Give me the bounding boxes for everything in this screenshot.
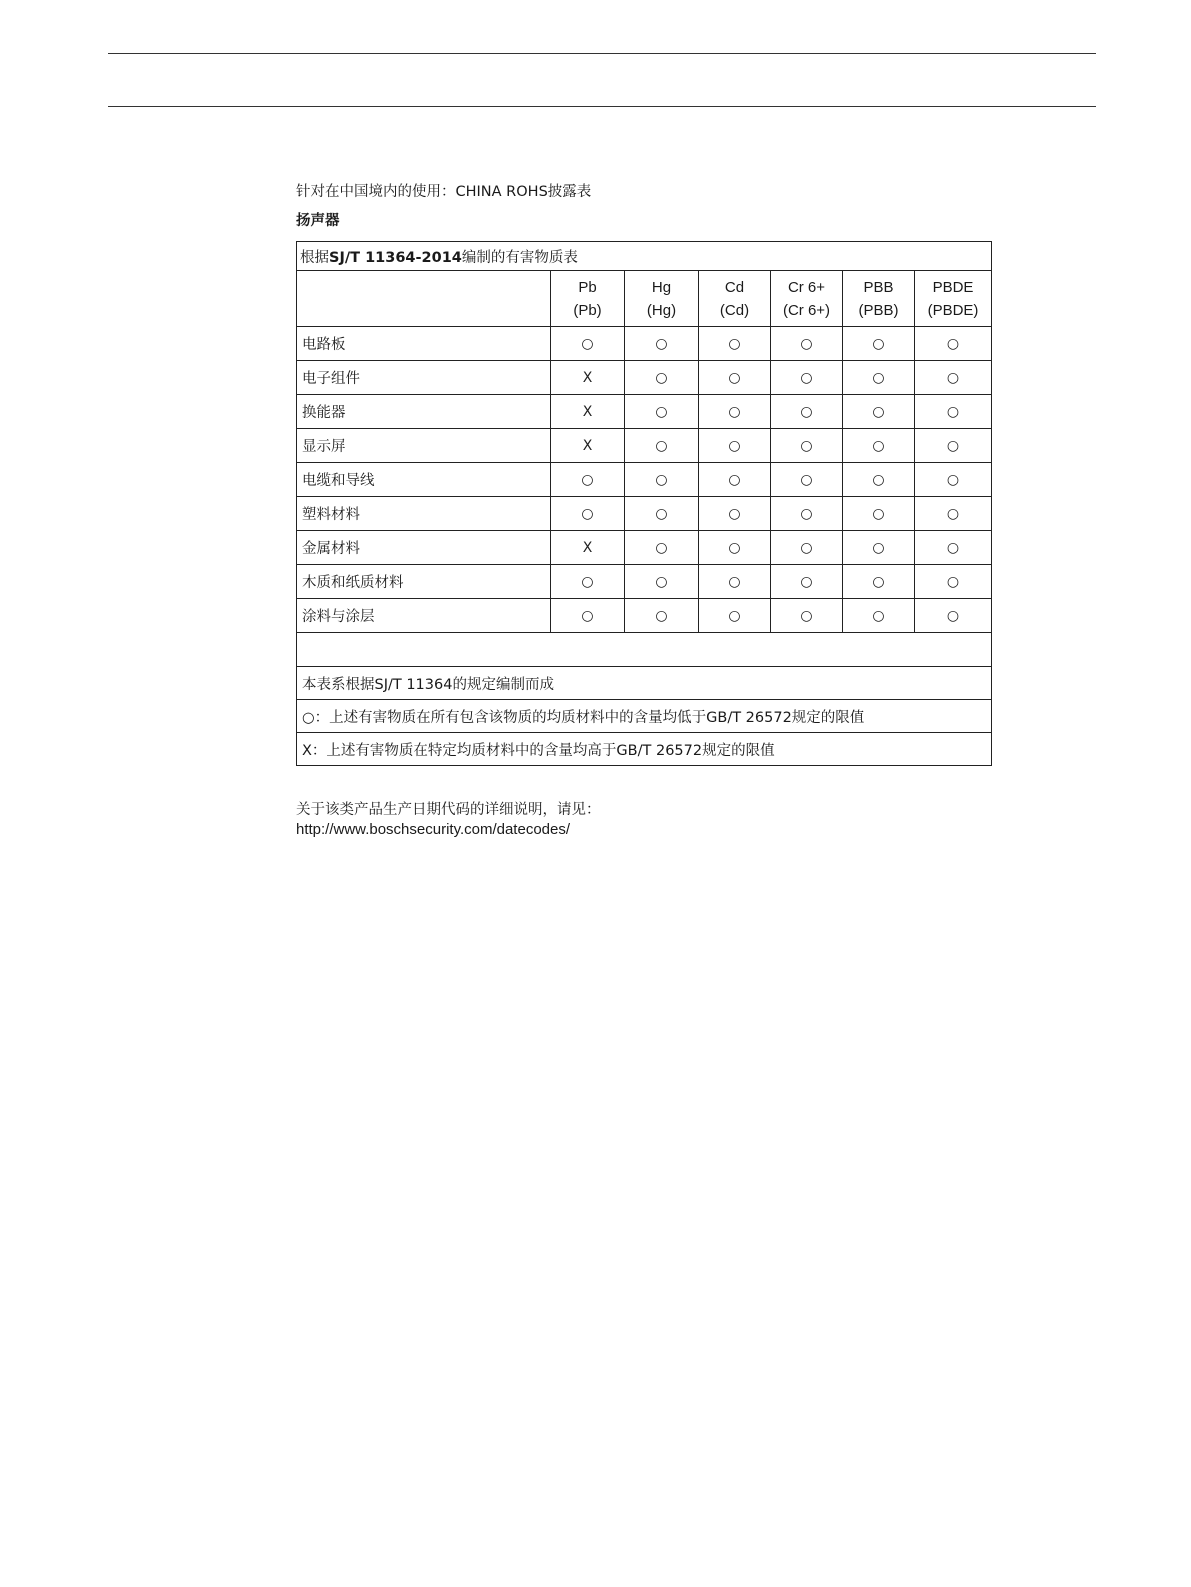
note-row bbox=[297, 733, 992, 766]
substance-mark: ○ bbox=[551, 565, 625, 599]
substance-symbol: Hg bbox=[651, 278, 672, 296]
substance-mark: ○ bbox=[915, 361, 992, 395]
substance-mark: ○ bbox=[771, 463, 843, 497]
substance-mark: ○ bbox=[699, 463, 771, 497]
substance-mark: ○ bbox=[771, 599, 843, 633]
substance-mark: ○ bbox=[915, 463, 992, 497]
substance-mark: ○ bbox=[771, 565, 843, 599]
substance-mark: ○ bbox=[915, 599, 992, 633]
datecode-link[interactable]: http://www.boschsecurity.com/datecodes/ bbox=[296, 821, 571, 838]
substance-symbol: Pb bbox=[578, 278, 597, 296]
substance-mark: ○ bbox=[771, 429, 843, 463]
note-row bbox=[297, 667, 992, 700]
spacer-row bbox=[297, 633, 992, 667]
substance-symbol-paren: (Cr 6+) bbox=[782, 301, 831, 319]
substance-mark: ○ bbox=[699, 327, 771, 361]
substance-mark: ○ bbox=[625, 327, 699, 361]
substance-symbol-paren: (Cd) bbox=[719, 301, 750, 319]
substance-mark: X bbox=[551, 395, 625, 429]
part-name: 电路板 bbox=[297, 327, 551, 361]
substance-mark: ○ bbox=[551, 599, 625, 633]
substance-mark: ○ bbox=[625, 565, 699, 599]
substance-mark: ○ bbox=[771, 497, 843, 531]
spacer-cell bbox=[297, 633, 992, 667]
substance-symbol-paren: (PBDE) bbox=[927, 301, 979, 319]
table-row bbox=[297, 531, 992, 565]
part-name: 显示屏 bbox=[297, 429, 551, 463]
substance-mark: ○ bbox=[771, 531, 843, 565]
part-name: 金属材料 bbox=[297, 531, 551, 565]
substance-mark: ○ bbox=[551, 327, 625, 361]
substance-mark: ○ bbox=[625, 395, 699, 429]
substance-mark: ○ bbox=[625, 463, 699, 497]
hazardous-substance-table bbox=[296, 241, 992, 766]
substance-mark: ○ bbox=[915, 565, 992, 599]
caption-suffix: 编制的有害物质表 bbox=[461, 249, 578, 266]
table-row bbox=[297, 565, 992, 599]
table-row bbox=[297, 361, 992, 395]
substance-mark: ○ bbox=[843, 599, 915, 633]
substance-mark: ○ bbox=[915, 531, 992, 565]
part-name: 木质和纸质材料 bbox=[297, 565, 551, 599]
substance-mark: ○ bbox=[843, 361, 915, 395]
substance-header bbox=[551, 271, 625, 327]
substance-symbol: PBDE bbox=[932, 278, 974, 296]
substance-mark: X bbox=[551, 531, 625, 565]
part-name: 塑料材料 bbox=[297, 497, 551, 531]
substance-header bbox=[699, 271, 771, 327]
substance-mark: ○ bbox=[915, 497, 992, 531]
substance-mark: ○ bbox=[843, 429, 915, 463]
substance-mark: ○ bbox=[699, 361, 771, 395]
substance-mark: ○ bbox=[699, 565, 771, 599]
substance-mark: ○ bbox=[625, 531, 699, 565]
caption-prefix: 根据 bbox=[300, 249, 329, 266]
substance-mark: ○ bbox=[699, 497, 771, 531]
table-row bbox=[297, 599, 992, 633]
substance-mark: ○ bbox=[625, 361, 699, 395]
substance-mark: ○ bbox=[771, 327, 843, 361]
header-rule-top bbox=[108, 53, 1096, 54]
part-name: 换能器 bbox=[297, 395, 551, 429]
substance-mark: X bbox=[551, 361, 625, 395]
substance-symbol-paren: (Hg) bbox=[646, 301, 677, 319]
substance-header bbox=[843, 271, 915, 327]
substance-mark: ○ bbox=[843, 463, 915, 497]
part-name: 涂料与涂层 bbox=[297, 599, 551, 633]
page-heading: 针对在中国境内的使用：CHINA ROHS披露表 bbox=[296, 184, 592, 200]
substance-symbol: Cr 6+ bbox=[787, 278, 826, 296]
substance-mark: ○ bbox=[699, 599, 771, 633]
substance-mark: X bbox=[551, 429, 625, 463]
substance-header bbox=[771, 271, 843, 327]
substance-mark: ○ bbox=[843, 531, 915, 565]
substance-mark: ○ bbox=[699, 395, 771, 429]
table-row bbox=[297, 463, 992, 497]
substance-mark: ○ bbox=[551, 463, 625, 497]
table-caption bbox=[297, 242, 992, 271]
datecode-note: 关于该类产品生产日期代码的详细说明，请见： bbox=[296, 802, 601, 818]
substance-mark: ○ bbox=[843, 327, 915, 361]
substance-mark: ○ bbox=[625, 599, 699, 633]
part-name: 电子组件 bbox=[297, 361, 551, 395]
substance-mark: ○ bbox=[771, 395, 843, 429]
substance-mark: ○ bbox=[699, 531, 771, 565]
table-row bbox=[297, 497, 992, 531]
substance-mark: ○ bbox=[843, 565, 915, 599]
table-row bbox=[297, 327, 992, 361]
substance-symbol: PBB bbox=[863, 278, 894, 296]
part-column-header bbox=[297, 271, 551, 327]
table-note: ○：上述有害物质在所有包含该物质的均质材料中的含量均低于GB/T 26572规定的限值 bbox=[297, 700, 992, 733]
substance-mark: ○ bbox=[551, 497, 625, 531]
substance-mark: ○ bbox=[915, 395, 992, 429]
note-row bbox=[297, 700, 992, 733]
substance-mark: ○ bbox=[915, 327, 992, 361]
table-row bbox=[297, 395, 992, 429]
table-note: X：上述有害物质在特定均质材料中的含量均高于GB/T 26572规定的限值 bbox=[297, 733, 992, 766]
part-name: 电缆和导线 bbox=[297, 463, 551, 497]
substance-header-row bbox=[297, 271, 992, 327]
substance-symbol: Cd bbox=[724, 278, 745, 296]
table-note: 本表系根据SJ/T 11364的规定编制而成 bbox=[297, 667, 992, 700]
substance-mark: ○ bbox=[699, 429, 771, 463]
product-name: 扬声器 bbox=[296, 213, 340, 229]
substance-mark: ○ bbox=[625, 429, 699, 463]
substance-header bbox=[625, 271, 699, 327]
substance-mark: ○ bbox=[843, 395, 915, 429]
substance-mark: ○ bbox=[625, 497, 699, 531]
substance-mark: ○ bbox=[915, 429, 992, 463]
substance-symbol-paren: (PBB) bbox=[858, 301, 899, 319]
substance-mark: ○ bbox=[843, 497, 915, 531]
header-rule-bottom bbox=[108, 106, 1096, 107]
substance-symbol-paren: (Pb) bbox=[573, 301, 602, 319]
table-row bbox=[297, 429, 992, 463]
caption-standard: SJ/T 11364-2014 bbox=[329, 249, 462, 266]
substance-header bbox=[915, 271, 992, 327]
substance-mark: ○ bbox=[771, 361, 843, 395]
